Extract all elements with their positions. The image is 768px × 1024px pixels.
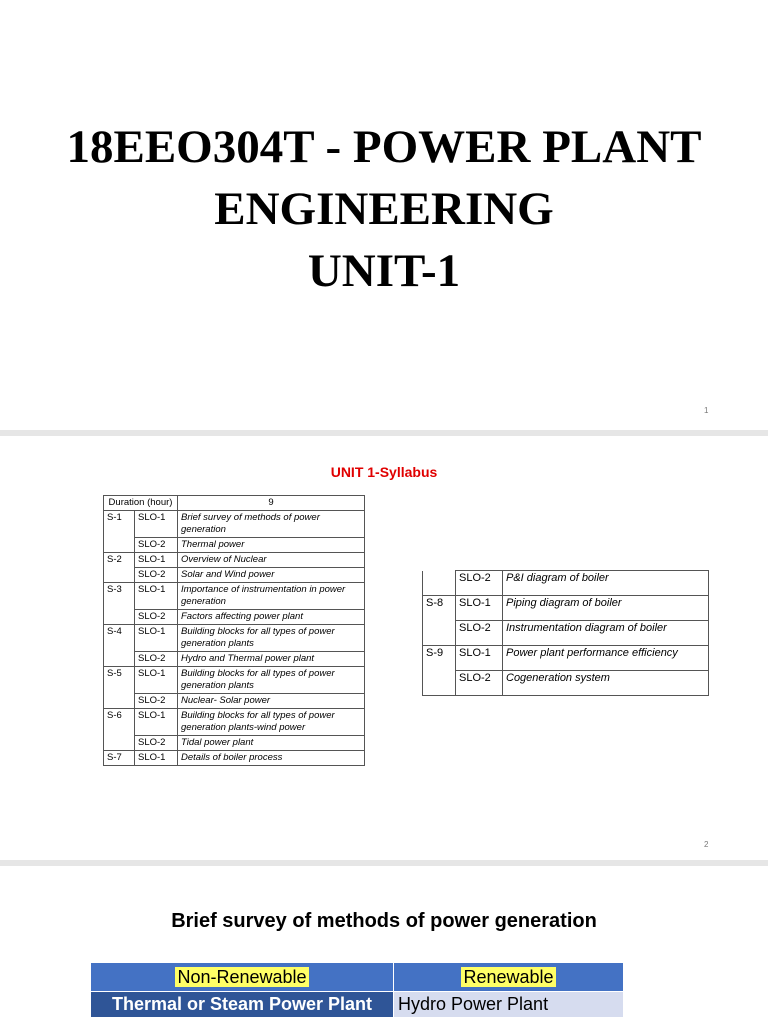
description-cell: Solar and Wind power bbox=[178, 568, 365, 583]
title-line-3: UNIT-1 bbox=[307, 245, 461, 297]
slo-cell: SLO-2 bbox=[135, 652, 178, 667]
col-header-non-renewable bbox=[91, 963, 394, 992]
table-row bbox=[104, 583, 365, 610]
description-cell: Building blocks for all types of power generation plants bbox=[178, 625, 365, 652]
table-row bbox=[104, 538, 365, 553]
slo-cell: SLO-2 bbox=[135, 538, 178, 553]
description-cell: Overview of Nuclear bbox=[178, 553, 365, 568]
description-cell: Cogeneration system bbox=[503, 671, 709, 696]
slo-cell: SLO-2 bbox=[135, 736, 178, 751]
session-cell bbox=[104, 652, 135, 667]
slo-cell: SLO-1 bbox=[135, 709, 178, 736]
description-cell: Brief survey of methods of power generation bbox=[178, 511, 365, 538]
page-number: 1 bbox=[704, 406, 709, 415]
non-renewable-cell: Thermal or Steam Power Plant bbox=[91, 992, 394, 1018]
title-line-1: 18EEO304T - POWER PLANT bbox=[66, 121, 702, 173]
slo-cell: SLO-1 bbox=[135, 625, 178, 652]
slo-cell: SLO-1 bbox=[456, 596, 503, 621]
table-row bbox=[104, 736, 365, 751]
table-row bbox=[104, 553, 365, 568]
description-cell: P&I diagram of boiler bbox=[503, 571, 709, 596]
description-cell: Importance of instrumentation in power generation bbox=[178, 583, 365, 610]
slo-cell: SLO-2 bbox=[456, 621, 503, 646]
generation-methods-table bbox=[90, 962, 624, 1018]
session-cell bbox=[104, 568, 135, 583]
title-line-2: ENGINEERING bbox=[214, 183, 554, 235]
table-row bbox=[423, 596, 709, 621]
description-cell: Thermal power bbox=[178, 538, 365, 553]
table-row bbox=[104, 751, 365, 766]
slo-cell: SLO-1 bbox=[135, 511, 178, 538]
slo-cell: SLO-1 bbox=[135, 667, 178, 694]
session-cell: S-7 bbox=[104, 751, 135, 766]
description-cell: Piping diagram of boiler bbox=[503, 596, 709, 621]
table-row bbox=[104, 652, 365, 667]
description-cell: Hydro and Thermal power plant bbox=[178, 652, 365, 667]
table-row bbox=[423, 646, 709, 671]
section-heading: Brief survey of methods of power generation bbox=[171, 910, 597, 932]
description-cell: Instrumentation diagram of boiler bbox=[503, 621, 709, 646]
session-cell: S-3 bbox=[104, 583, 135, 610]
session-cell bbox=[423, 671, 456, 696]
table-row bbox=[423, 571, 709, 596]
slo-cell: SLO-1 bbox=[135, 751, 178, 766]
table-row bbox=[423, 621, 709, 646]
table-row bbox=[104, 625, 365, 652]
syllabus-table-1 bbox=[103, 495, 365, 766]
duration-value: 9 bbox=[178, 496, 365, 511]
description-cell: Details of boiler process bbox=[178, 751, 365, 766]
table-row bbox=[104, 694, 365, 709]
slo-cell: SLO-2 bbox=[135, 610, 178, 625]
slo-cell: SLO-2 bbox=[456, 571, 503, 596]
description-cell: Power plant performance efficiency bbox=[503, 646, 709, 671]
description-cell: Factors affecting power plant bbox=[178, 610, 365, 625]
slide-3 bbox=[0, 866, 768, 1024]
table-row bbox=[104, 568, 365, 583]
session-cell: S-8 bbox=[423, 596, 456, 621]
renewable-cell: Hydro Power Plant bbox=[394, 992, 624, 1018]
session-cell: S-5 bbox=[104, 667, 135, 694]
header-label: Renewable bbox=[463, 966, 554, 987]
table-row bbox=[423, 671, 709, 696]
syllabus-heading: UNIT 1-Syllabus bbox=[330, 464, 438, 480]
slide-2 bbox=[0, 436, 768, 860]
session-cell: S-9 bbox=[423, 646, 456, 671]
session-cell bbox=[104, 736, 135, 751]
header-label: Non-Renewable bbox=[177, 966, 307, 987]
slo-cell: SLO-2 bbox=[135, 568, 178, 583]
col-header-renewable bbox=[394, 963, 624, 992]
slo-cell: SLO-1 bbox=[456, 646, 503, 671]
session-cell bbox=[104, 538, 135, 553]
session-cell: S-6 bbox=[104, 709, 135, 736]
description-cell: Building blocks for all types of power generation plants-wind power bbox=[178, 709, 365, 736]
session-cell: S-4 bbox=[104, 625, 135, 652]
description-cell: Building blocks for all types of power generation plants bbox=[178, 667, 365, 694]
table-row bbox=[104, 610, 365, 625]
slo-cell: SLO-1 bbox=[135, 583, 178, 610]
session-cell bbox=[423, 621, 456, 646]
table-row bbox=[104, 511, 365, 538]
syllabus-table-2-body bbox=[423, 571, 709, 696]
page-number: 2 bbox=[704, 840, 709, 849]
slide-1 bbox=[0, 0, 768, 430]
table-row bbox=[104, 667, 365, 694]
slo-cell: SLO-2 bbox=[135, 694, 178, 709]
slo-cell: SLO-1 bbox=[135, 553, 178, 568]
session-cell: S-2 bbox=[104, 553, 135, 568]
table-row bbox=[104, 709, 365, 736]
duration-label: Duration (hour) bbox=[104, 496, 178, 511]
table-header-row bbox=[91, 963, 624, 992]
slo-cell: SLO-2 bbox=[456, 671, 503, 696]
syllabus-table-2 bbox=[422, 570, 709, 696]
syllabus-table-1-body bbox=[104, 511, 365, 766]
session-cell bbox=[423, 571, 456, 596]
description-cell: Tidal power plant bbox=[178, 736, 365, 751]
description-cell: Nuclear- Solar power bbox=[178, 694, 365, 709]
session-cell bbox=[104, 694, 135, 709]
table-row bbox=[91, 992, 624, 1018]
slide-title bbox=[0, 116, 768, 302]
session-cell: S-1 bbox=[104, 511, 135, 538]
table-header-row bbox=[104, 496, 365, 511]
session-cell bbox=[104, 610, 135, 625]
